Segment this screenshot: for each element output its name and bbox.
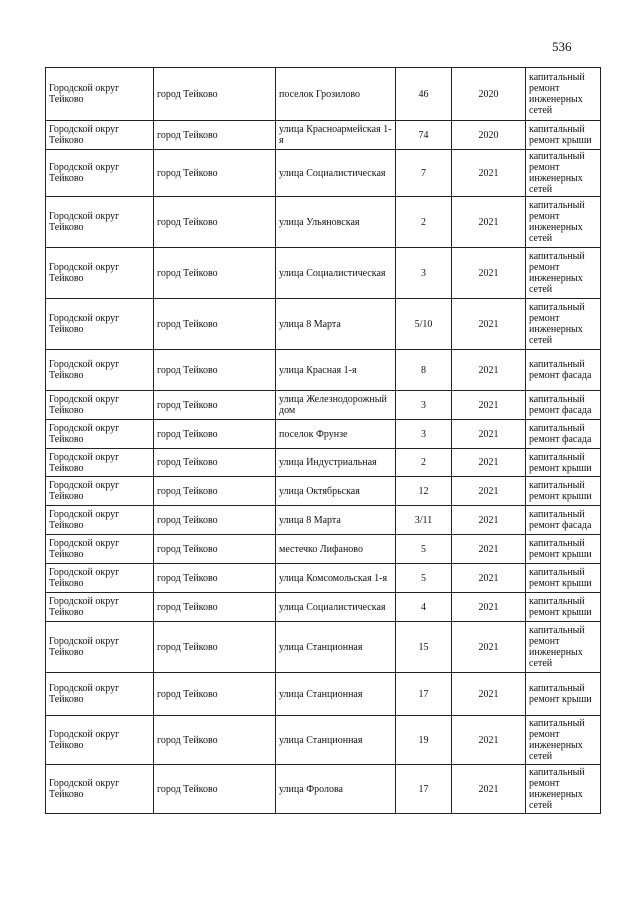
work-type-cell: капитальный ремонт крыши bbox=[526, 535, 601, 564]
okrug-cell: Городской округ Тейково bbox=[46, 765, 154, 814]
year-cell: 2021 bbox=[452, 765, 526, 814]
street-cell: местечко Лифаново bbox=[276, 535, 396, 564]
year-cell: 2021 bbox=[452, 622, 526, 673]
street-cell: улица 8 Марта bbox=[276, 506, 396, 535]
work-type-cell: капитальный ремонт крыши bbox=[526, 121, 601, 150]
settlement-cell: город Тейково bbox=[154, 564, 276, 593]
work-type-cell: капитальный ремонт инженерных сетей bbox=[526, 622, 601, 673]
settlement-cell: город Тейково bbox=[154, 593, 276, 622]
work-type-cell: капитальный ремонт фасада bbox=[526, 506, 601, 535]
table-row bbox=[46, 420, 601, 449]
street-cell: улица Красная 1-я bbox=[276, 350, 396, 391]
table-row bbox=[46, 150, 601, 197]
house-number-cell: 4 bbox=[396, 593, 452, 622]
work-type-cell: капитальный ремонт инженерных сетей bbox=[526, 248, 601, 299]
okrug-cell: Городской округ Тейково bbox=[46, 622, 154, 673]
okrug-cell: Городской округ Тейково bbox=[46, 449, 154, 477]
house-number-cell: 8 bbox=[396, 350, 452, 391]
street-cell: улица Октябрьская bbox=[276, 477, 396, 506]
table-row bbox=[46, 68, 601, 121]
house-number-cell: 3/11 bbox=[396, 506, 452, 535]
street-cell: улица Социалистическая bbox=[276, 593, 396, 622]
settlement-cell: город Тейково bbox=[154, 506, 276, 535]
house-number-cell: 12 bbox=[396, 477, 452, 506]
house-number-cell: 5/10 bbox=[396, 299, 452, 350]
table-row bbox=[46, 716, 601, 765]
house-number-cell: 3 bbox=[396, 391, 452, 420]
year-cell: 2021 bbox=[452, 506, 526, 535]
house-number-cell: 17 bbox=[396, 673, 452, 716]
street-cell: улица Социалистическая bbox=[276, 150, 396, 197]
work-type-cell: капитальный ремонт крыши bbox=[526, 477, 601, 506]
year-cell: 2021 bbox=[452, 564, 526, 593]
work-type-cell: капитальный ремонт фасада bbox=[526, 420, 601, 449]
year-cell: 2021 bbox=[452, 391, 526, 420]
work-type-cell: капитальный ремонт инженерных сетей bbox=[526, 299, 601, 350]
year-cell: 2021 bbox=[452, 477, 526, 506]
okrug-cell: Городской округ Тейково bbox=[46, 673, 154, 716]
table-row bbox=[46, 765, 601, 814]
house-number-cell: 46 bbox=[396, 68, 452, 121]
table-row bbox=[46, 449, 601, 477]
year-cell: 2021 bbox=[452, 197, 526, 248]
table-row bbox=[46, 593, 601, 622]
work-type-cell: капитальный ремонт инженерных сетей bbox=[526, 197, 601, 248]
okrug-cell: Городской округ Тейково bbox=[46, 564, 154, 593]
year-cell: 2021 bbox=[452, 716, 526, 765]
okrug-cell: Городской округ Тейково bbox=[46, 420, 154, 449]
year-cell: 2021 bbox=[452, 150, 526, 197]
street-cell: улица Ульяновская bbox=[276, 197, 396, 248]
settlement-cell: город Тейково bbox=[154, 248, 276, 299]
okrug-cell: Городской округ Тейково bbox=[46, 716, 154, 765]
table-row bbox=[46, 506, 601, 535]
settlement-cell: город Тейково bbox=[154, 716, 276, 765]
year-cell: 2020 bbox=[452, 68, 526, 121]
work-type-cell: капитальный ремонт инженерных сетей bbox=[526, 716, 601, 765]
settlement-cell: город Тейково bbox=[154, 622, 276, 673]
street-cell: улица Станционная bbox=[276, 622, 396, 673]
work-type-cell: капитальный ремонт крыши bbox=[526, 564, 601, 593]
year-cell: 2020 bbox=[452, 121, 526, 150]
page-number: 536 bbox=[552, 39, 572, 54]
house-number-cell: 3 bbox=[396, 248, 452, 299]
year-cell: 2021 bbox=[452, 449, 526, 477]
okrug-cell: Городской округ Тейково bbox=[46, 506, 154, 535]
work-type-cell: капитальный ремонт инженерных сетей bbox=[526, 150, 601, 197]
street-cell: улица Станционная bbox=[276, 716, 396, 765]
street-cell: улица Фролова bbox=[276, 765, 396, 814]
street-cell: улица Комсомольская 1-я bbox=[276, 564, 396, 593]
settlement-cell: город Тейково bbox=[154, 449, 276, 477]
year-cell: 2021 bbox=[452, 299, 526, 350]
work-type-cell: капитальный ремонт крыши bbox=[526, 673, 601, 716]
table-row bbox=[46, 477, 601, 506]
settlement-cell: город Тейково bbox=[154, 673, 276, 716]
settlement-cell: город Тейково bbox=[154, 121, 276, 150]
street-cell: улица Железнодорожный дом bbox=[276, 391, 396, 420]
okrug-cell: Городской округ Тейково bbox=[46, 150, 154, 197]
year-cell: 2021 bbox=[452, 350, 526, 391]
okrug-cell: Городской округ Тейково bbox=[46, 593, 154, 622]
house-number-cell: 5 bbox=[396, 535, 452, 564]
street-cell: улица Индустриальная bbox=[276, 449, 396, 477]
table-row bbox=[46, 622, 601, 673]
work-type-cell: капитальный ремонт фасада bbox=[526, 391, 601, 420]
year-cell: 2021 bbox=[452, 673, 526, 716]
okrug-cell: Городской округ Тейково bbox=[46, 535, 154, 564]
settlement-cell: город Тейково bbox=[154, 391, 276, 420]
okrug-cell: Городской округ Тейково bbox=[46, 68, 154, 121]
work-type-cell: капитальный ремонт крыши bbox=[526, 449, 601, 477]
year-cell: 2021 bbox=[452, 420, 526, 449]
house-number-cell: 17 bbox=[396, 765, 452, 814]
repair-schedule-table bbox=[45, 67, 601, 814]
table-row bbox=[46, 673, 601, 716]
house-number-cell: 74 bbox=[396, 121, 452, 150]
settlement-cell: город Тейково bbox=[154, 350, 276, 391]
settlement-cell: город Тейково bbox=[154, 535, 276, 564]
year-cell: 2021 bbox=[452, 535, 526, 564]
work-type-cell: капитальный ремонт инженерных сетей bbox=[526, 68, 601, 121]
street-cell: поселок Грозилово bbox=[276, 68, 396, 121]
table-row bbox=[46, 535, 601, 564]
table-row bbox=[46, 564, 601, 593]
house-number-cell: 3 bbox=[396, 420, 452, 449]
year-cell: 2021 bbox=[452, 248, 526, 299]
okrug-cell: Городской округ Тейково bbox=[46, 299, 154, 350]
table-row bbox=[46, 248, 601, 299]
okrug-cell: Городской округ Тейково bbox=[46, 121, 154, 150]
house-number-cell: 7 bbox=[396, 150, 452, 197]
okrug-cell: Городской округ Тейково bbox=[46, 350, 154, 391]
okrug-cell: Городской округ Тейково bbox=[46, 391, 154, 420]
work-type-cell: капитальный ремонт фасада bbox=[526, 350, 601, 391]
okrug-cell: Городской округ Тейково bbox=[46, 477, 154, 506]
settlement-cell: город Тейково bbox=[154, 197, 276, 248]
table-row bbox=[46, 121, 601, 150]
house-number-cell: 5 bbox=[396, 564, 452, 593]
settlement-cell: город Тейково bbox=[154, 150, 276, 197]
settlement-cell: город Тейково bbox=[154, 765, 276, 814]
settlement-cell: город Тейково bbox=[154, 477, 276, 506]
street-cell: улица Красноармейская 1-я bbox=[276, 121, 396, 150]
settlement-cell: город Тейково bbox=[154, 420, 276, 449]
settlement-cell: город Тейково bbox=[154, 68, 276, 121]
house-number-cell: 15 bbox=[396, 622, 452, 673]
okrug-cell: Городской округ Тейково bbox=[46, 197, 154, 248]
table-row bbox=[46, 197, 601, 248]
house-number-cell: 19 bbox=[396, 716, 452, 765]
work-type-cell: капитальный ремонт инженерных сетей bbox=[526, 765, 601, 814]
street-cell: улица 8 Марта bbox=[276, 299, 396, 350]
house-number-cell: 2 bbox=[396, 197, 452, 248]
house-number-cell: 2 bbox=[396, 449, 452, 477]
street-cell: улица Социалистическая bbox=[276, 248, 396, 299]
settlement-cell: город Тейково bbox=[154, 299, 276, 350]
table-row bbox=[46, 391, 601, 420]
work-type-cell: капитальный ремонт крыши bbox=[526, 593, 601, 622]
table-row bbox=[46, 299, 601, 350]
year-cell: 2021 bbox=[452, 593, 526, 622]
table-row bbox=[46, 350, 601, 391]
table-body bbox=[46, 68, 601, 814]
okrug-cell: Городской округ Тейково bbox=[46, 248, 154, 299]
street-cell: поселок Фрунзе bbox=[276, 420, 396, 449]
street-cell: улица Станционная bbox=[276, 673, 396, 716]
